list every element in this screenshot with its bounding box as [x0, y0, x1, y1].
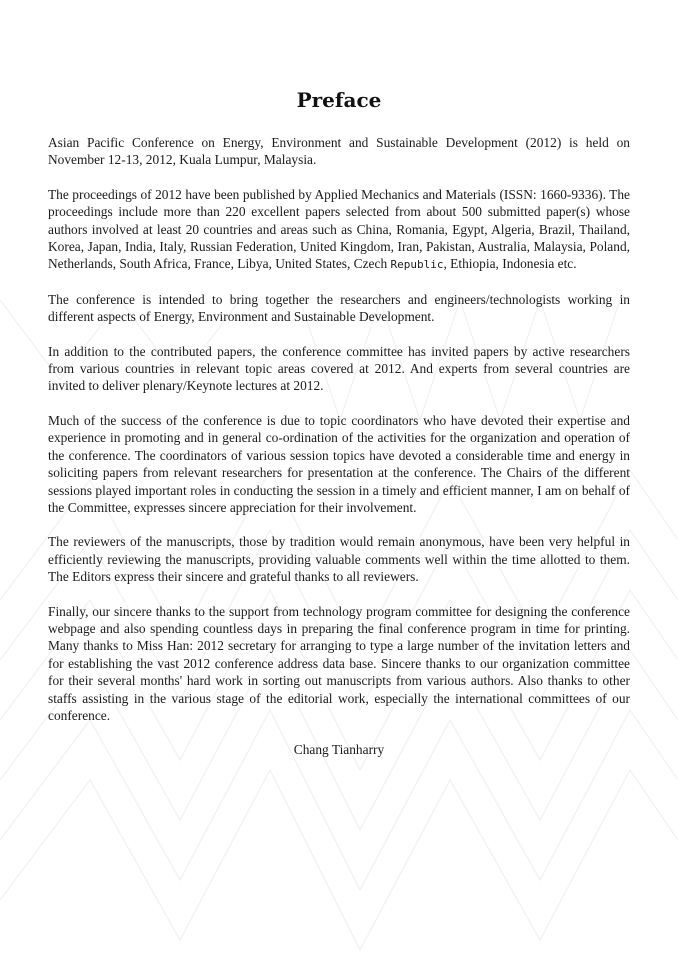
paragraph-thanks: Finally, our sincere thanks to the support from technology program committee for designing the conference webpage and also spending countless days in preparing the final conference program in time for printing. Many thanks to Miss Han: 2012 secretary for arranging to type a large number of the invitation letters and for establishing the vast 2012 conference address data base. Sincere thanks to our organization committee for their several months' hard work in sorting out manuscripts from various authors. Also thanks to other staffs assisting in the various stage of the editorial work, especially the international committees of our conference.: [48, 603, 630, 723]
paragraph-proceedings: [48, 186, 630, 274]
page-title: Preface: [296, 88, 382, 112]
paragraph-reviewers: The reviewers of the manuscripts, those by tradition would remain anonymous, have been very helpful in efficiently reviewing the manuscripts, providing valuable comments well within the time allotted to them. The Editors express their sincere and grateful thanks to all reviewers.: [48, 534, 630, 585]
paragraph-purpose: The conference is intended to bring together the researchers and engineers/technologists working in different aspects of Energy, Environment and Sustainable Development.: [48, 291, 630, 325]
proceedings-tail: , Ethiopia, Indonesia etc.: [443, 256, 577, 272]
document-page: [48, 86, 630, 758]
signature: Chang Tianharry: [293, 742, 385, 758]
paragraph-coordinators: Much of the success of the conference is due to topic coordinators who have devoted their expertise and experience in promoting and in general co-ordination of the activities for the organization and operation of the conference. The coordinators of various session topics have devoted a considerable time and energy in soliciting papers from relevant researchers for presentation at the conference. The Chairs of the different sessions played important roles in conducting the session in a timely and efficient manner, I am on behalf of the Committee, expresses sincere appreciation for their involvement.: [48, 412, 630, 515]
paragraph-invited: In addition to the contributed papers, the conference committee has invited papers by active researchers from various countries in relevant topic areas covered at 2012. And experts from several countries are invited to deliver plenary/Keynote lectures at 2012.: [48, 343, 630, 394]
paragraph-intro: Asian Pacific Conference on Energy, Environment and Sustainable Development (2012) is held on November 12-13, 2012, Kuala Lumpur, Malaysia.: [48, 135, 630, 168]
proceedings-republic: Republic: [390, 258, 444, 272]
proceedings-text: The proceedings of 2012 have been published by Applied Mechanics and Materials (ISSN: 1660-9336). The proceedings include more than 220 excellent papers selected from about 500 submitted paper(s) whose authors involved at least 20 countries and areas such as China, Romania, Egypt, Algeria, Brazil, Thailand, Korea, Japan, India, Italy, Russian Federation, United Kingdom, Iran, Pakistan, Australia, Malaysia, Poland, Netherlands, South Africa, France, Libya, United States, Czech: [48, 186, 630, 272]
